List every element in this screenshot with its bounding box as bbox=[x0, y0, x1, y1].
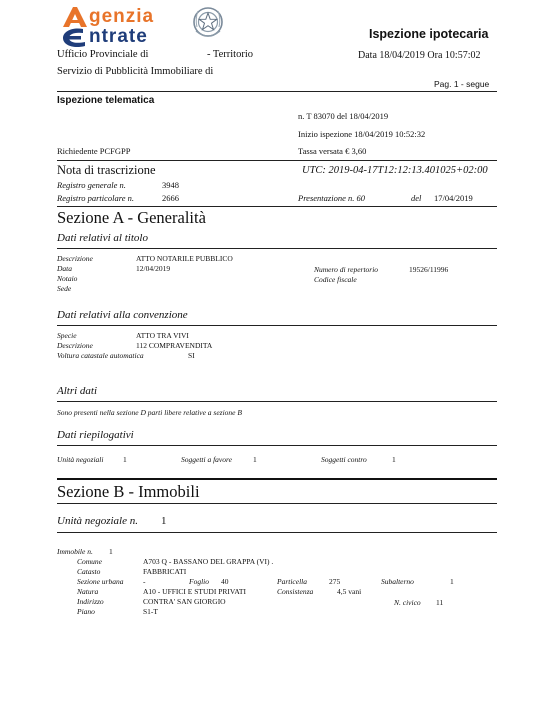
descrizione-label: Descrizione bbox=[57, 254, 93, 263]
immobile-label: Immobile n. bbox=[57, 547, 93, 556]
convenzione-heading: Dati relativi alla convenzione bbox=[57, 309, 188, 321]
comune-label: Comune bbox=[77, 557, 102, 566]
altri-dati-text: Sono presenti nella sezione D parti libere relative a sezione B bbox=[57, 408, 242, 417]
consistenza-label: Consistenza bbox=[277, 587, 314, 596]
logo-text-top: genzia bbox=[89, 6, 155, 27]
piano-label: Piano bbox=[77, 607, 95, 616]
divider-telematic bbox=[57, 160, 497, 161]
divider-titolo bbox=[57, 248, 497, 249]
repertorio-label: Numero di repertorio bbox=[314, 265, 379, 274]
subalterno-value: 1 bbox=[450, 577, 454, 586]
reg-gen-label: Registro generale n. bbox=[57, 180, 126, 190]
section-a-title: Sezione A - Generalità bbox=[57, 208, 206, 227]
altri-dati-heading: Altri dati bbox=[57, 385, 98, 397]
presentazione: Presentazione n. 60 bbox=[298, 193, 365, 203]
logo-e-icon bbox=[59, 27, 91, 49]
natura-label: Natura bbox=[77, 587, 99, 596]
telematic-label: Ispezione telematica bbox=[57, 95, 155, 106]
foglio-value: 40 bbox=[221, 577, 229, 586]
date-time: Data 18/04/2019 Ora 10:57:02 bbox=[358, 50, 481, 61]
catasto-value: FABBRICATI bbox=[143, 567, 187, 576]
catasto-label: Catasto bbox=[77, 567, 101, 576]
civico-label: N. civico bbox=[394, 598, 421, 607]
unita-negoziali-value: 1 bbox=[123, 455, 127, 464]
inspection-start: Inizio ispezione 18/04/2019 10:52:32 bbox=[298, 129, 426, 139]
voltura-value: SI bbox=[188, 351, 195, 360]
sede-label: Sede bbox=[57, 284, 72, 293]
descrizione-value: ATTO NOTARILE PUBBLICO bbox=[136, 254, 233, 263]
fee-paid: Tassa versata € 3,60 bbox=[298, 146, 367, 156]
comune-value: A703 Q - BASSANO DEL GRAPPA (VI) . bbox=[143, 557, 274, 566]
soggetti-contro-label: Soggetti contro bbox=[321, 455, 367, 464]
utc-timestamp: UTC: 2019-04-17T12:12:13.401025+02:00 bbox=[302, 165, 488, 176]
soggetti-favore-label: Soggetti a favore bbox=[181, 455, 232, 464]
specie-label: Specie bbox=[57, 331, 77, 340]
divider-unita bbox=[57, 532, 497, 533]
notaio-label: Notaio bbox=[57, 274, 78, 283]
titolo-heading: Dati relativi al titolo bbox=[57, 232, 148, 244]
office-line-2: Servizio di Pubblicità Immobiliare di bbox=[57, 66, 214, 77]
immobile-value: 1 bbox=[109, 547, 113, 556]
voltura-label: Voltura catastale automatica bbox=[57, 351, 144, 360]
specie-value: ATTO TRA VIVI bbox=[136, 331, 189, 340]
divider-header bbox=[57, 91, 497, 92]
indirizzo-label: Indirizzo bbox=[77, 597, 104, 606]
unita-negoziale-value: 1 bbox=[161, 515, 167, 527]
repertorio-value: 19526/11996 bbox=[409, 265, 449, 274]
requester: Richiedente PCFGPP bbox=[57, 146, 131, 156]
natura-value: A10 - UFFICI E STUDI PRIVATI bbox=[143, 587, 246, 596]
page-number: Pag. 1 - segue bbox=[434, 79, 490, 89]
civico-value: 11 bbox=[436, 598, 444, 607]
logo-a-icon bbox=[60, 6, 90, 28]
unita-negoziale-label: Unità negoziale n. bbox=[57, 515, 138, 527]
conv-desc-value: 112 COMPRAVENDITA bbox=[136, 341, 213, 350]
sezione-urbana-value: - bbox=[143, 577, 146, 586]
section-b-title: Sezione B - Immobili bbox=[57, 482, 200, 501]
soggetti-contro-value: 1 bbox=[392, 455, 396, 464]
divider-section-b bbox=[57, 478, 497, 480]
unita-negoziali-label: Unità negoziali bbox=[57, 455, 104, 464]
sezione-urbana-label: Sezione urbana bbox=[77, 577, 124, 586]
reg-part-value: 2666 bbox=[162, 193, 179, 203]
conv-desc-label: Descrizione bbox=[57, 341, 93, 350]
divider-section-b-title bbox=[57, 503, 497, 504]
divider-convenzione bbox=[57, 325, 497, 326]
piano-value: S1-T bbox=[143, 607, 158, 616]
particella-label: Particella bbox=[277, 577, 307, 586]
divider-riepilogativi bbox=[57, 445, 497, 446]
nota-title: Nota di trascrizione bbox=[57, 163, 156, 177]
subalterno-label: Subalterno bbox=[381, 577, 414, 586]
cf-label: Codice fiscale bbox=[314, 275, 357, 284]
consistenza-value: 4,5 vani bbox=[337, 587, 362, 596]
foglio-label: Foglio bbox=[189, 577, 209, 586]
document-title: Ispezione ipotecaria bbox=[369, 27, 489, 41]
logo-text-bottom: ntrate bbox=[89, 26, 148, 47]
italian-republic-emblem-icon bbox=[191, 5, 225, 41]
indirizzo-value: CONTRA' SAN GIORGIO bbox=[143, 597, 226, 606]
del-value: 17/04/2019 bbox=[434, 193, 473, 203]
inspection-number: n. T 83070 del 18/04/2019 bbox=[298, 111, 389, 121]
del-label: del bbox=[411, 193, 422, 203]
soggetti-favore-value: 1 bbox=[253, 455, 257, 464]
reg-part-label: Registro particolare n. bbox=[57, 193, 135, 203]
reg-gen-value: 3948 bbox=[162, 180, 179, 190]
data-value: 12/04/2019 bbox=[136, 264, 171, 273]
divider-altri bbox=[57, 401, 497, 402]
riepilogativi-heading: Dati riepilogativi bbox=[57, 429, 134, 441]
data-label: Data bbox=[57, 264, 72, 273]
divider-nota bbox=[57, 206, 497, 207]
particella-value: 275 bbox=[329, 577, 341, 586]
office-line-1: Ufficio Provinciale di bbox=[57, 49, 149, 60]
office-line-1-right: - Territorio bbox=[207, 49, 254, 60]
